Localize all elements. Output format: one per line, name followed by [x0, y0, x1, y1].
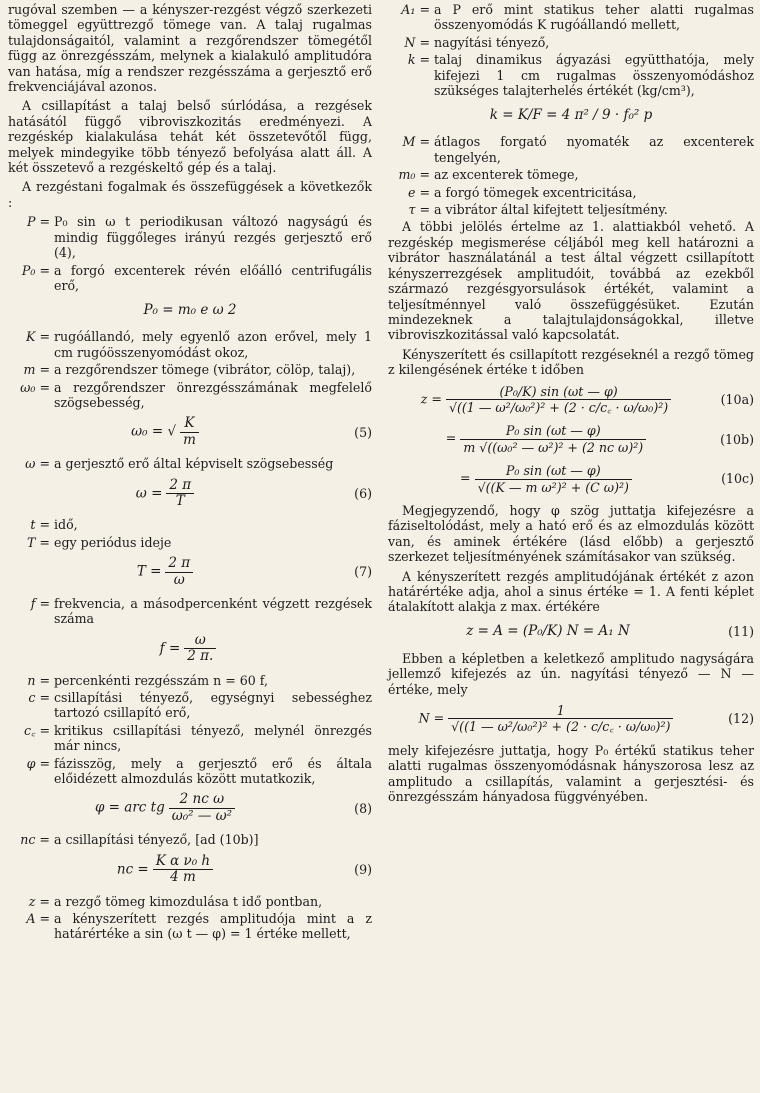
equation-10c: = $\frac{\text{P₀ sin (ωt — φ)}}{\text{√((K — m ω²)² + (C ω)²)}}$ (10c) [460, 463, 754, 495]
definition-tau: τ = a vibrátor által kifejtett teljesítmény. [408, 202, 668, 218]
definition-omega0: ω₀ = a rezgőrendszer önrezgésszámának megfelelő szögsebesség, [20, 379, 372, 410]
equation-11: z = A = (P₀/K) N = A₁ N (11) [466, 623, 754, 640]
definition-A: A = a kényszerített rezgés amplitudója mint a z határértéke a sin (ω t — φ) = 1 értéke mellett, [26, 910, 372, 942]
equation-k: k = K/F = 4 π² / 9 · f₀² p [489, 106, 653, 123]
equation-number: (7) [354, 564, 372, 580]
equation-10b: = $\frac{\text{P₀ sin (ωt — φ)}}{\text{m √((ω₀² — ω²)² + (2 nc ω)²)}}$ (10b) [445, 423, 754, 455]
definition-P: P = P₀ sin ω t periodikusan változó nagyságú és mindig függőleges irányú rezgés gerjesztő erő (4), [26, 214, 372, 261]
equation-f: f = $\frac{\omega}{2 \pi.}$ [8, 633, 372, 665]
definition-e: e = a forgó tömegek excentricitása, [407, 184, 637, 200]
paragraph: A többi jelölés értelme az 1. alattiakból vehető. A rezgéskép megismerése céljából meg kell határozni a vibrátor használatánál a test által végzett csillapított kényszerrezgések amplitudóit, továbbá az ezekből származó rezgésgyorsulások értékét, valamint a teljesítménnyel való összefüggésüket. Ezután mindezeknek a talajtulajdonságokkal, illetve vibroviszkozitással való kapcsolatát. [388, 219, 754, 343]
definition-m0: m₀ = az excenterek tömege, [398, 167, 579, 183]
definition-phi: φ = fázisszög, mely a gerjesztő erő és általa előidézett almozdulás között mutatkozik, [26, 755, 372, 787]
equation-P0: P₀ = m₀ e ω 2 [143, 301, 237, 318]
definition-M: M = átlagos forgató nyomaték az excenterek tengelyén, [402, 134, 754, 165]
equation-7: T = $\frac{2 \pi}{\omega}$ (7) [136, 555, 372, 588]
definition-A1: A₁ = a P erő mint statikus teher alatti rugalmas összenyomódás K rugóállandó mellett, [401, 2, 754, 33]
equation-number: (10c) [721, 471, 754, 487]
paragraph: A kényszerített rezgés amplitudójának értékét z azon határértéke adja, ahol a sinus értéke = 1. A fenti képlet átalakított alakja z max. értékére [388, 568, 754, 615]
right-column [388, 2, 754, 808]
equation-12: N = $\frac{1}{\text{√((1 — ω²/ω₀²)² + (2 · c/c꜀ · ω/ω₀)²)}}$ (12) [418, 703, 754, 735]
definition-N: N = nagyítási tényező, [404, 34, 550, 50]
equation-10a: z = $\frac{\text{(P₀/K) sin (ωt — φ)}}{\text{√((1 — ω²/ω₀²)² + (2 · c/c꜀ · ω/ω₀)²)}}$ (10a) [420, 383, 754, 415]
definition-omega: ω = a gerjesztő erő által képviselt szögsebesség [25, 456, 334, 472]
equation-5: ω₀ = √ $\frac{K}{m}$ (5) [131, 415, 372, 448]
definition-cc: c꜀ = kritikus csillapítási tényező, melynél önrezgés már nincs, [24, 722, 372, 754]
paragraph: rugóval szemben — a kényszer-rezgést végző szerkezeti tömeggel együttrezgő tömege van. A talaj rugalmas tulajdonságaitól, valamint a rezgőrendszer tömegétől függ az önrezgésszám, melynek a kialakuló amplitudóra van hatása, míg a rendszer rezgésszáma a gerjesztő erő frekvenciájával azonos. [8, 2, 372, 95]
paragraph: Megjegyzendő, hogy φ szög juttatja kifejezésre a fáziseltolódást, mely a ható erő és az elmozdulás között van, és aminek értékére (lásd előbb) a gerjesztő szerkezet teljesítményének számításakor van szükség. [388, 502, 754, 565]
definition-nc: nc = a csillapítási tényező, [ad (10b)] [20, 832, 259, 848]
definition-P0: P₀ = a forgó excenterek révén előálló centrifugális erő, [21, 262, 372, 293]
definition-z: z = a rezgő tömeg kimozdulása t idő pontban, [28, 893, 323, 909]
definition-c: c = csillapítási tényező, egységnyi sebességhez tartozó csillapító erő, [28, 690, 372, 721]
paragraph: A rezgéstani fogalmak és összefüggések a következők : [8, 179, 372, 210]
definition-m: m = a rezgőrendszer tömege (vibrátor, cölöp, talaj), [23, 362, 356, 378]
equation-number: (11) [728, 624, 754, 640]
equation-number: (6) [354, 485, 372, 501]
definition-f: f = frekvencia, a másodpercenként végzett rezgések száma [30, 596, 372, 627]
left-column [8, 2, 372, 944]
equation-8: φ = arc tg $\frac{\text{2 nc ω}}{\text{ω₀² — ω²}}$ (8) [94, 791, 372, 824]
equation-9: nc = $\frac{\text{K α ν₀ h}}{4 m}$ (9) [116, 852, 372, 886]
equation-6: ω = $\frac{2 \pi}{T}$ (6) [135, 476, 372, 509]
definition-t: t = idő, [30, 517, 78, 533]
paragraph: A csillapítást a talaj belső súrlódása, a rezgések hatásától függő vibroviszkozitás eredményezi. A rezgéskép kialakulása tehát két összetevőtől függ, melyek mindegyike több tényező befolyása alatt áll. A két összetevő a rezgéskeltő gép és a talaj. [8, 98, 372, 176]
definition-T: T = egy periódus ideje [27, 534, 172, 550]
definition-K: K = rugóállandó, mely egyenlő azon erővel, mely 1 cm rugóösszenyomódást okoz, [26, 329, 372, 360]
paragraph: Ebben a képletben a keletkező amplitudo nagyságára jellemző kifejezés az ún. nagyítási tényező — N — értéke, mely [388, 650, 754, 697]
definition-n: n = percenkénti rezgésszám n = 60 f, [27, 672, 268, 688]
paragraph: Kényszerített és csillapított rezgéseknél a rezgő tömeg z kilengésének értéke t időben [388, 346, 754, 378]
equation-number: (10b) [720, 431, 754, 447]
equation-number: (9) [354, 861, 372, 877]
definition-k: k = talaj dinamikus ágyazási együtthatója, mely kifejezi 1 cm rugalmas összenyomódáshoz szükséges talajterhelés értékét (kg/cm³), [407, 52, 754, 99]
equation-number: (12) [728, 711, 754, 727]
equation-number: (8) [354, 800, 372, 816]
equation-number: (10a) [720, 391, 754, 407]
paragraph: mely kifejezésre juttatja, hogy P₀ értékű statikus teher alatti rugalmas összenyomódásnak hányszorosa lesz az amplitudo a csillapítás, valamint a gerjesztési- és önrezgésszám hányadosa függvényében. [388, 742, 754, 805]
equation-number: (5) [354, 424, 372, 440]
